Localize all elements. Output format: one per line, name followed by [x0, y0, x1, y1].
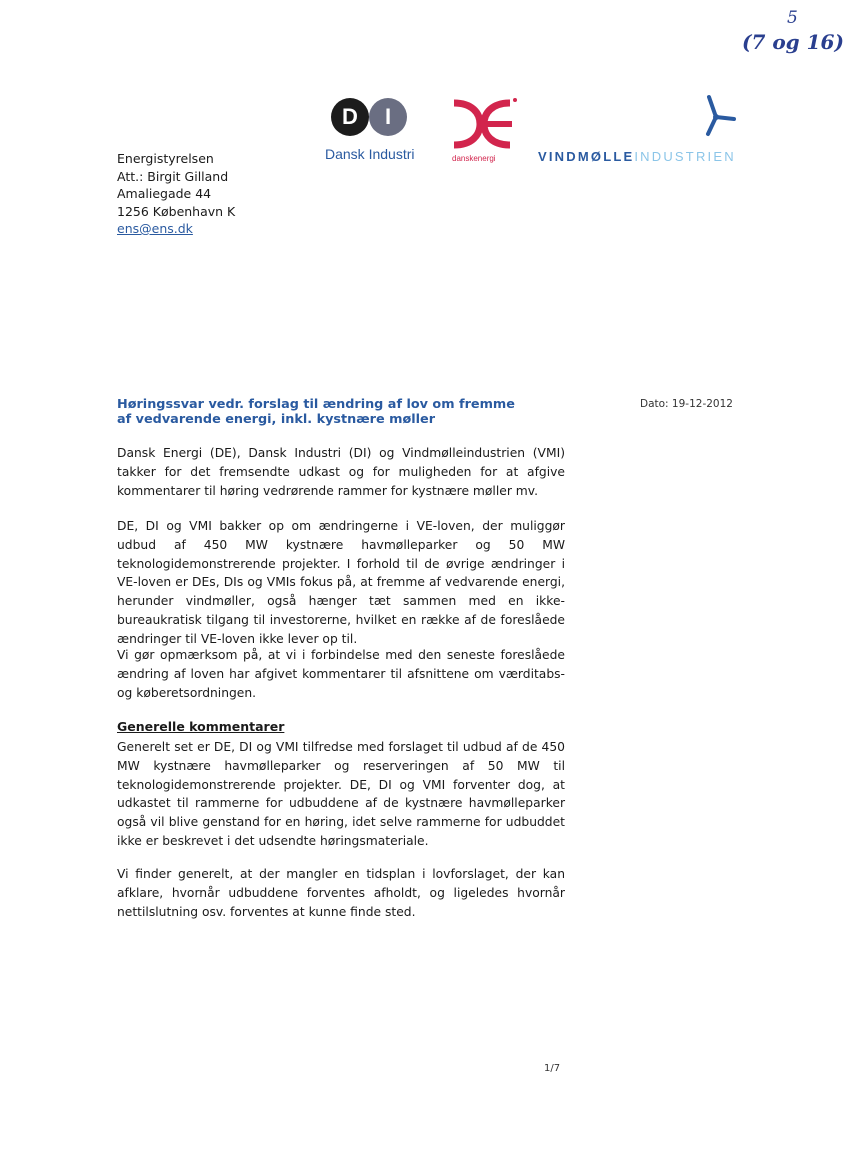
vindmolle-logo-name: [538, 149, 736, 164]
dansk-energi-mark-icon: [450, 95, 520, 153]
vindmolle-logo-name-light: INDUSTRIEN: [634, 149, 736, 164]
di-logo-d: D: [331, 98, 369, 136]
handwritten-page-number: 5: [787, 8, 798, 28]
paragraph-support: DE, DI og VMI bakker op om ændringerne i VE-loven, der muliggør udbud af 450 MW kystnære havmølleparker og 50 MW teknologidemonstrerende projekter. I forhold til de øvrige ændringer i VE-loven er DEs, DIs og VMIs fokus på, at fremme af vedvarende energi, herunder vindmøller, også hænger tæt sammen med en ikke-bureaukratisk tilgang til investorerne, hvilket en række af de foreslåede ændringer til VE-loven ikke lever op til.: [117, 519, 565, 646]
address-email-link[interactable]: ens@ens.dk: [117, 221, 193, 236]
letter-subject: Høringssvar vedr. forslag til ændring af lov om fremme af vedvarende energi, inkl. kystnære møller: [117, 397, 515, 427]
vindmolle-industrien-logo: [538, 95, 736, 170]
di-logo-i: I: [369, 98, 407, 136]
paragraph-general-1: Generelt set er DE, DI og VMI tilfredse med forslaget til udbud af de 450 MW kystnære havmølleparker og reserveringen af 50 MW til teknologidemonstrerende projekter. DE, DI og VMI forventer dog, at udkastet til rammerne for udbuddene af de kystnære havmølleparker også vil blive genstand for en høring, idet selve rammerne for udbuddet ikke er beskrevet i det udsendte høringsmateriale.: [117, 740, 565, 848]
address-line-1: Energistyrelsen: [117, 151, 214, 166]
paragraph-general-2: Vi finder generelt, at der mangler en tidsplan i lovforslaget, der kan afklare, hvornår udbuddene forventes afholdt, og ligeledes hvornår nettilslutning osv. forventes at kunne finde sted.: [117, 867, 565, 919]
recipient-address: [117, 150, 235, 238]
paragraph-intro: Dansk Energi (DE), Dansk Industri (DI) og Vindmølleindustrien (VMI) takker for det fremsendte udkast og for muligheden for at afgive kommentarer til høring vedrørende rammer for kystnære møller mv.: [117, 446, 565, 498]
address-line-4: 1256 København K: [117, 203, 236, 219]
address-line-2: Att.: Birgit Gilland: [117, 168, 229, 184]
address-line-3: Amaliegade 44: [117, 186, 212, 201]
vindmolle-logo-name-dark: VINDMØLLE: [538, 149, 635, 164]
wind-turbine-icon: [538, 95, 728, 145]
dansk-energi-logo-name: danskenergi: [452, 154, 496, 163]
di-logo: [325, 98, 445, 168]
handwritten-annotation: (7 og 16): [742, 30, 844, 54]
di-logo-name: Dansk Industri: [325, 146, 415, 162]
dansk-energi-logo: [450, 95, 520, 167]
letter-date: Dato: 19-12-2012: [640, 398, 733, 410]
section-title: Generelle kommentarer: [117, 719, 285, 734]
page-number: 1/7: [544, 1063, 561, 1074]
paragraph-notice: Vi gør opmærksom på, at vi i forbindelse med den seneste foreslåede ændring af loven har afgivet kommentarer til afsnittene om værditabs- og køberetsordningen.: [117, 648, 565, 700]
